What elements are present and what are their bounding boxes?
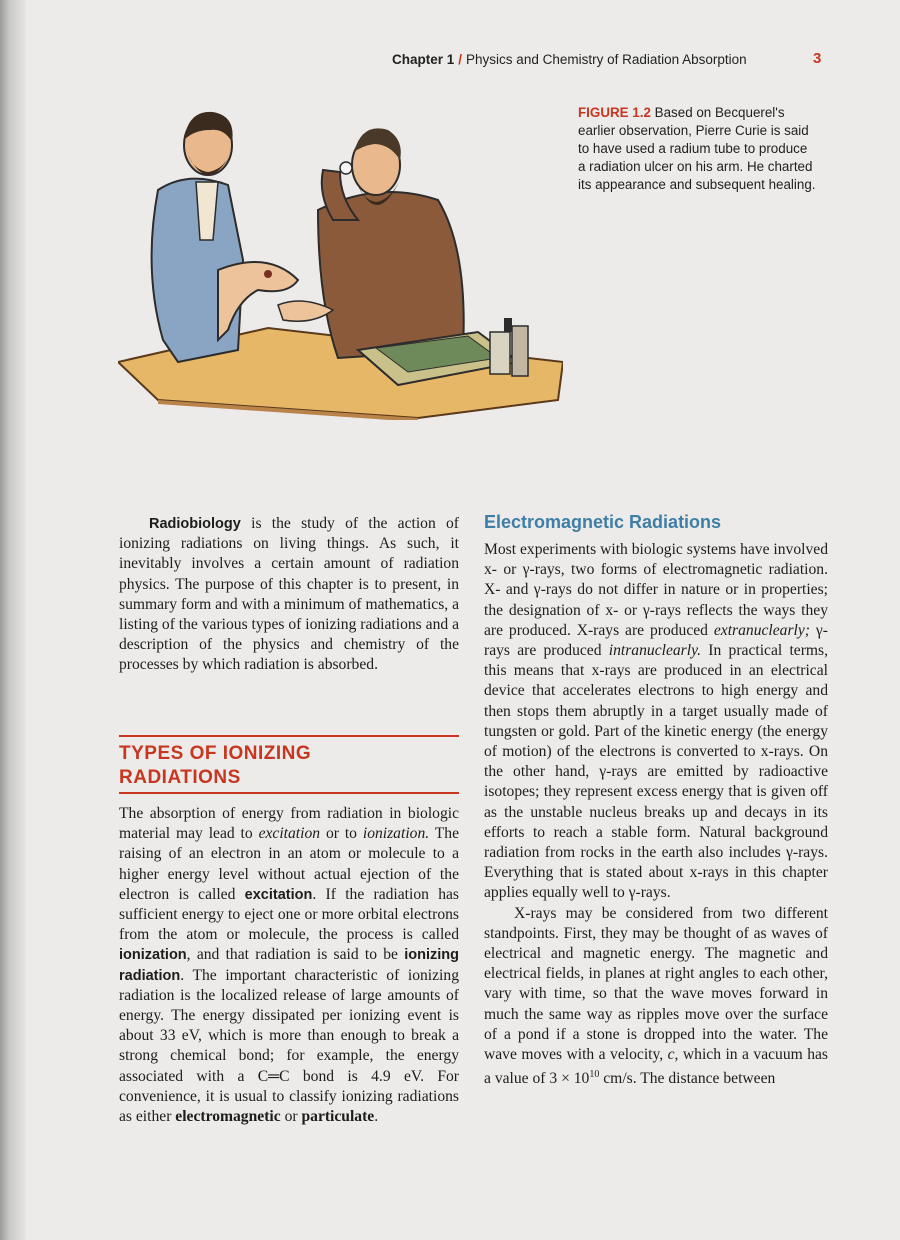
italic-ionization: ionization. — [362, 825, 430, 843]
bottle-1 — [490, 332, 510, 374]
text-run: The absorption of energy from radiation in biologic material may lead to — [119, 805, 459, 843]
chapter-title: Physics and Chemistry of Radiation Absorption — [466, 52, 747, 67]
page-number: 3 — [813, 50, 822, 67]
bottle-3 — [504, 318, 512, 332]
section-rule-top — [119, 735, 459, 737]
types-paragraph-block — [119, 804, 459, 1127]
text-run: . If the radiation has sufficient energy to eject one or more orbital electrons from the atom or molecule, the process is called — [119, 885, 459, 944]
text-run: The raising of an electron in an atom or molecule to a higher energy level without actual ejection of the electron is called — [119, 825, 459, 903]
italic-extranuclearly: extranuclearly; — [713, 621, 810, 639]
text-run: X-rays may be considered from two different standpoints. First, they may be thought of as waves of electrical and magnetic energy. The magnetic and electrical fields, in planes at right angles to each other, vary with time, so that the wave moves forward in much the same way as ripples move over the surface of a pond if a stone is dropped into the water. The wave moves with a velocity, — [484, 904, 828, 1064]
term-ionization: ionization — [119, 947, 187, 964]
text-run: or to — [325, 825, 357, 843]
section-rule-bottom — [119, 792, 459, 794]
text-run: which in a vacuum has a value of 3 × 10 — [484, 1046, 829, 1088]
text-run: γ-rays are produced — [484, 621, 828, 660]
italic-excitation: excitation — [258, 825, 321, 843]
electromagnetic-paragraph-2 — [484, 904, 828, 1090]
header-separator: / — [458, 52, 463, 67]
running-header — [392, 52, 747, 67]
book-gutter-shadow — [0, 0, 26, 1240]
section-heading-electromagnetic: Electromagnetic Radiations — [484, 512, 722, 532]
section-heading-line1: TYPES OF IONIZING — [119, 743, 312, 764]
intro-paragraph-block — [119, 514, 459, 676]
section-heading-types — [119, 742, 459, 790]
term-excitation: excitation — [244, 886, 313, 903]
text-run: In practical terms, this means that x-rays are produced in an electrical device that accelerates electrons to high energy and then stops them abruptly in a target usually made of tungsten or gold. Part of the kinetic energy (the energy of motion) of the electrons is converted to x-rays. On the other hand, γ-rays are emitted by radioactive isotopes; they represent excess energy that is given off as the unstable nucleus breaks up and decays in its efforts to reach a stable form. Natural background radiation from rocks in the earth also includes γ-rays. Everything that is stated about x-rays in this chapter applies equally well to γ-rays. — [484, 642, 828, 902]
intro-paragraph — [119, 514, 459, 676]
types-paragraph — [119, 804, 459, 1127]
figure-label: FIGURE 1.2 — [578, 105, 651, 120]
eyeglass-lens — [340, 162, 352, 174]
italic-intranuclearly: intranuclearly. — [608, 642, 702, 660]
text-run: or — [284, 1108, 298, 1126]
electromagnetic-paragraph-1 — [484, 540, 828, 904]
text-run: , and that radiation is said to be — [186, 946, 398, 964]
figure-caption — [578, 104, 818, 194]
italic-velocity-c: c, — [667, 1046, 679, 1064]
intro-text: is the study of the action of ionizing radiations on living things. As such, it inevitably involves a certain amount of radiation physics. The purpose of this chapter is to present, in summary form and with a minimum of mathematics, a listing of the various types of ionizing radiations and a description of the physics and chemistry of the processes by which radiation is absorbed. — [119, 515, 460, 674]
text-run: . The important characteristic of ionizing radiation is the localized release of large amounts of energy. The energy dissipated per ionizing event is about 33 eV, which is more than enough to break a strong chemical bond; for example, the energy associated with a C═C bond is 4.9 eV. For convenience, it is usual to classify ionizing radiations as either — [119, 966, 459, 1126]
term-ionizing-radiation: ionizing radiation — [119, 947, 459, 984]
chapter-label: Chapter 1 — [392, 52, 455, 67]
bottle-2 — [512, 326, 528, 376]
text-run: Most experiments with biologic systems have involved x- or γ-rays, two forms of electromagnetic radiation. X- and γ-rays do not differ in nature or in properties; the designation of x- or γ-rays reflects the ways they are produced. X-rays are produced — [484, 541, 828, 639]
text-run: cm/s. The distance between — [603, 1070, 776, 1088]
exponent: 10 — [589, 1069, 600, 1081]
radiation-ulcer — [264, 270, 272, 278]
figure-caption-text: Based on Becquerel's earlier observation, Pierre Curie is said to have used a radium tube to produce a radiation ulcer on his arm. He charted its appearance and subsequent healing. — [578, 105, 816, 192]
electromagnetic-paragraph-block — [484, 540, 828, 1090]
text-run: . — [374, 1108, 379, 1126]
term-particulate: particulate — [301, 1108, 375, 1126]
section-heading-line2: RADIATIONS — [119, 767, 241, 788]
curie-illustration — [118, 100, 563, 420]
term-electromagnetic: electromagnetic — [175, 1108, 281, 1126]
intro-term: Radiobiology — [149, 516, 241, 532]
